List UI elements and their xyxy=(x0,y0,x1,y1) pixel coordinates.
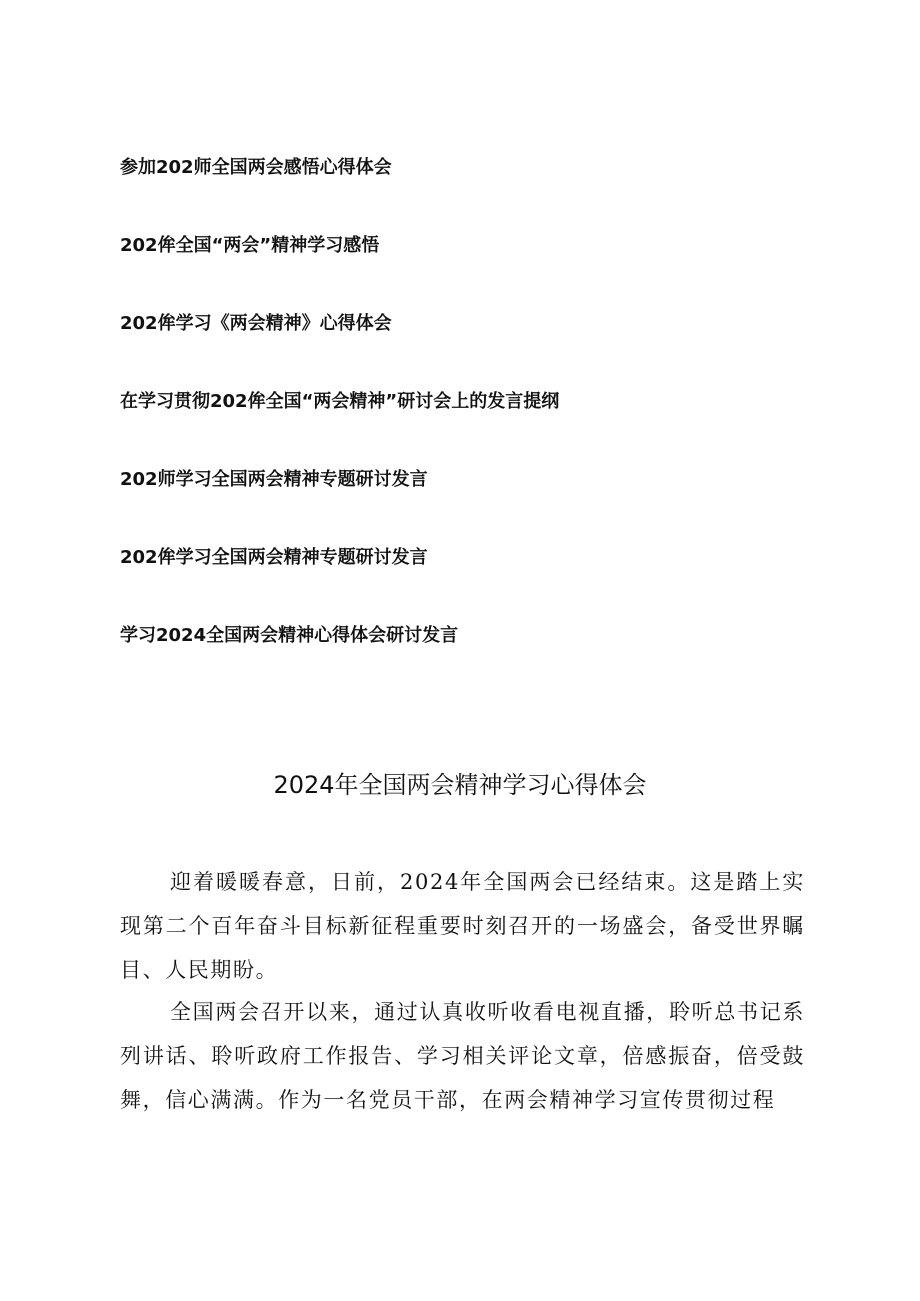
document-title: 2024年全国两会精神学习心得体会 xyxy=(273,771,647,799)
body-paragraph-2: 全国两会召开以来，通过认真收听收看电视直播，聆听总书记系列讲话、聆听政府工作报告、学习相关评论文章，倍感振奋，倍受鼓舞，信心满满。作为一名党员干部，在两会精神学习宣传贯彻过程 xyxy=(120,1000,805,1112)
toc-item-7[interactable]: 学习2024全国两会精神心得体会研讨发言 xyxy=(120,625,459,646)
toc-item-6[interactable]: 202侔学习全国两会精神专题研讨发言 xyxy=(120,547,428,568)
body-paragraph-1: 迎着暖暖春意，日前，2024年全国两会已经结束。这是踏上实现第二个百年奋斗目标新征程重要时刻召开的一场盛会，备受世界瞩目、人民期盼。 xyxy=(120,870,805,982)
toc-item-5[interactable]: 202师学习全国两会精神专题研讨发言 xyxy=(120,469,428,490)
toc-item-1[interactable]: 参加202师全国两会感悟心得体会 xyxy=(120,157,392,178)
toc-item-3[interactable]: 202侔学习《两会精神》心得体会 xyxy=(120,313,392,334)
toc-item-2[interactable]: 202侔全国“两会”精神学习感悟 xyxy=(120,235,380,256)
toc-item-4[interactable]: 在学习贯彻202侔全国“两会精神”研讨会上的发言提纲 xyxy=(120,391,560,412)
